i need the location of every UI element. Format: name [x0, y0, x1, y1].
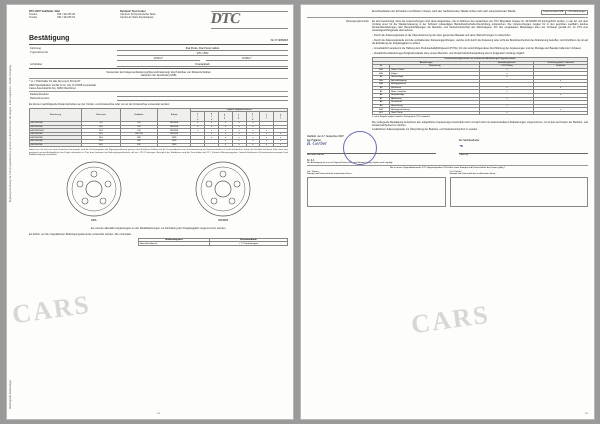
row1-m2: x	[218, 125, 232, 129]
pos-r11-c1: A10	[373, 108, 390, 112]
row0-m1: x	[205, 122, 219, 126]
wheel-dra-icon	[65, 160, 123, 218]
row2-m3: x	[232, 129, 246, 133]
achshalter-label: Achshalter	[30, 62, 43, 66]
achshalter-value: Frontantrieb	[117, 62, 288, 66]
row5-m3: x	[232, 140, 246, 144]
box-left-label: Ort / Datum :	[307, 170, 320, 173]
pos-head-2: Anwendungsbereich	[480, 61, 534, 65]
top-mini-table	[541, 10, 588, 15]
signature-left-scribble: B. Gerber	[307, 141, 327, 147]
stamp-box-right[interactable]	[450, 177, 589, 207]
spacer-section-subtitle: Varianten der Spurbreite (ASB)	[140, 74, 177, 78]
pos-r12-c2: Sitze / Gurte	[390, 111, 480, 115]
pos-r3-c1: A3a	[373, 79, 390, 83]
table-row	[373, 111, 588, 115]
row1-name: H&R 2014500	[30, 125, 82, 129]
row3-name: H&R 3014580	[30, 132, 82, 136]
row2-m4: x	[246, 129, 260, 133]
left-side-vertical-text-2: Nachfolgende Anpassungen	[10, 380, 12, 409]
pos-r8-c3: x	[480, 97, 534, 101]
row4-m1: x	[205, 136, 219, 140]
page-footer-left: 1/2	[156, 413, 161, 415]
company-block	[29, 10, 120, 19]
row6-seat: DRS	[157, 143, 190, 147]
phone-value: 032 / 321 86 00	[57, 13, 76, 17]
bolt-head-10: 7 x 16	[279, 113, 282, 119]
pos-r2-c2: Bremsanlage	[390, 75, 480, 79]
spacer-note-2: H&R Spezialfedern GmbH & Co. KG, D-97308 Lennestadt	[29, 83, 96, 87]
row0-thk: 5,0	[81, 122, 120, 126]
wheel-drs-icon	[194, 160, 252, 218]
torque-col1-value: Anschlussflansch	[138, 242, 209, 246]
row4-m2: x	[218, 136, 232, 140]
center-line-1: Dynamic Test Center	[120, 10, 146, 13]
left-side-vertical-text: Eignungserklärung für Fahrzeuganbauteile gemäss technischen Anforderungen, Fahrzeuganbau / Radbefestigung	[10, 65, 12, 203]
dtc-logo	[211, 10, 288, 29]
pos-r12-c3: x	[480, 111, 534, 115]
spacer-note-1: * xx = Platzhalter für alle Nummern 46 bis 87	[29, 80, 81, 84]
row5-m4: x	[246, 140, 260, 144]
left-header	[29, 10, 288, 29]
row2-m0: x	[191, 129, 205, 133]
pos-r10-c1: A9	[373, 104, 390, 108]
row3-seat: DR/DRS	[157, 132, 190, 136]
row6-m1	[205, 143, 219, 147]
spacer-note-3: Cares Autozubehör AG, 9463 Oberbüren	[29, 86, 76, 90]
row0-m4: x	[246, 122, 260, 126]
pos-r1-c3: x	[480, 72, 534, 76]
signature-left-role: Der Prüfleiter	[307, 138, 322, 142]
dtc-logo-text: DTC	[209, 11, 242, 27]
stamp-box-left[interactable]	[307, 177, 446, 207]
row5-thk: 25,0	[81, 140, 120, 144]
signature-right	[459, 135, 588, 156]
pos-r5-c4: x	[534, 86, 588, 90]
vehicle-model: Fiat Punto, Fiat Punto Cabrio	[117, 47, 288, 51]
fax-label: Telefax	[29, 16, 38, 20]
row6-bolt: KW	[120, 143, 157, 147]
signature-place-date: Vauffelin, den 17. September 2007	[307, 134, 344, 138]
bolt-table-title: mögliche Felgendurchmesser	[191, 108, 288, 112]
tire-col-1: 1F32xx*	[117, 57, 199, 61]
pos-r2-c1: A2	[373, 75, 390, 79]
pos-r12-c1: A11	[373, 111, 390, 115]
row5-m6: x	[274, 140, 288, 144]
pos-r5-c1: A4	[373, 86, 390, 90]
para2-text: – Durch die Zulassungsstelle sind die verbleibenden Zulassungsprüfungen, welche nicht durch die Zulassung oder nicht die Betriebssicherheit der Abänderung betreffen, durchzuführen. Es ist auf die Einhaltung der Freigängigkeit zu achten.	[372, 38, 588, 45]
wheel-diagrams	[29, 160, 288, 222]
bottom-note-1: Es müssen allenfalls Anpassungen an der Radabdeckungen zur Einhaltung der Freigängigkeit vorgenommen werden.	[90, 226, 227, 230]
row3-bolt: LW+KW	[120, 132, 157, 136]
pos-r10-c2: Beleuchtung	[390, 104, 480, 108]
center-block	[120, 10, 211, 19]
para1-text: – Durch die Zulassungsstelle ist die Übereinstimmung der oben genannten Bauteile und deren Bezeichnungen zu überprüfen.	[372, 33, 512, 37]
page-footer-right: 2/2	[584, 413, 588, 415]
tire-col-2: 1F38xx*	[206, 57, 288, 61]
signature-right-role: Der Sachbearbeiter	[458, 138, 480, 142]
vehicle-table	[29, 47, 288, 57]
pos-sub-3: Vorbehalte	[534, 65, 588, 69]
typenschein-label: Typenschein-Nr.	[30, 51, 49, 55]
row0-m2: x	[218, 122, 232, 126]
pos-r6-c3: x	[480, 90, 534, 94]
row5-m2: x	[218, 140, 232, 144]
row2-thk: 12,0	[81, 129, 120, 133]
document-number: Nr. P-995/03	[270, 38, 288, 42]
row4-seat: DRS	[157, 136, 190, 140]
para0-label: Befestigung/Kontrolle	[346, 19, 369, 23]
signature-left-title: Bernhard Gerber	[307, 153, 325, 156]
watermark-right: CARS	[409, 299, 492, 340]
row2-m1: x	[205, 129, 219, 133]
wheel-dra	[65, 160, 123, 222]
row1-m1: x	[205, 125, 219, 129]
pos-r6-c1: A5	[373, 90, 390, 94]
center-line-2: Centrum für Dynamische Tests	[120, 13, 156, 17]
row0-seat: DR/DRS	[157, 122, 190, 126]
pos-r4-c2: Auflagegehäuse	[390, 83, 480, 87]
torque-col1-title: Serbeitzungstort	[138, 238, 209, 242]
row6-m0	[191, 143, 205, 147]
row1-m0: x	[191, 125, 205, 129]
bolt-head-5: 5½ x 14	[210, 112, 213, 120]
row3-m1: x	[205, 132, 219, 136]
pos-r7-c4: x	[534, 93, 588, 97]
row5-seat: DRS	[157, 140, 190, 144]
row6-m4: x	[246, 143, 260, 147]
row1-seat: DR/DRS	[157, 125, 190, 129]
pos-r6-c2: Motor / Getriebe	[390, 90, 480, 94]
pos-r2-c3: x	[480, 75, 534, 79]
row2-seat: DR/DRS	[157, 129, 190, 133]
row4-thk: 20,0	[81, 136, 120, 140]
pos-r9-c2: Reserverad	[390, 101, 480, 105]
right-note-label	[307, 10, 369, 15]
row5-bolt: KW	[120, 140, 157, 144]
pos-sub-2: DTC-Prüfung	[480, 65, 534, 69]
top-mini-h1: +10 Umdrehungen	[567, 11, 586, 14]
pos-r11-c2: Anhängevorrichtung	[390, 108, 480, 112]
row1-thk: 10,0	[81, 125, 120, 129]
pos-table-legend: x = ohne Freigabe möglich Leerfeld = Prüfung durch DTC erforderlich	[372, 115, 431, 118]
para4-text: – Zusätzliche Abänderungen/Originalzustände ohne unsere Betriebs- und Verkehrssicherheitsprüfung sind in Folgendem Umfang möglich:	[372, 51, 525, 55]
row3-m2: x	[218, 132, 232, 136]
bolt-head-2: Radbolzen	[120, 108, 157, 121]
row6-m3: x	[232, 143, 246, 147]
copy-text-2: Nur in neuen Originaldokumente DTC abgestempelten 1/N-Ordre sowie Stempel und Unterschriften der Firmen gültig !!	[389, 166, 506, 169]
row2-name: H&R 2414545-2	[30, 129, 82, 133]
reifen-label: Reifendimension	[30, 96, 50, 100]
pos-r0-c3: x	[480, 68, 534, 72]
box-right-sub: Stempel und Unterschrift der ausführenden Firma :	[449, 172, 497, 175]
pos-head-1: Abänderungen	[373, 61, 480, 65]
pos-r5-c3: x	[480, 86, 534, 90]
bolt-head-6: 6 x 14	[224, 113, 227, 119]
radkombination-label: Radkombination	[30, 93, 49, 97]
row0-m0: x	[191, 122, 205, 126]
row4-m6: x	[274, 136, 288, 140]
pos-sub-1: Bezeichnung	[390, 65, 480, 69]
pos-r7-c1: A6	[373, 93, 390, 97]
pos-r3-c4: x	[534, 79, 588, 83]
row4-name: H&R 4014580	[30, 136, 82, 140]
row6-m5: x	[260, 143, 274, 147]
torque-col2-value: + 7,7 Umdrehungen	[210, 242, 288, 246]
pos-r10-c3: x	[480, 104, 534, 108]
watermark-left: CARS	[10, 289, 93, 330]
torque-box	[138, 238, 288, 247]
pos-head-3: Umrüstung gemäss Vorbehalte	[534, 61, 588, 65]
spacer-section-title: Verwenden der Felgenverbreiterung(Spurverbreiterung) durch Einbau von Distanzscheiben	[106, 71, 211, 75]
pos-r0-c1: A1a	[373, 68, 390, 72]
pos-r9-c1: A8	[373, 101, 390, 105]
company-name: DTC-2007 Vaalfelde / Biel	[29, 10, 60, 13]
row5-name: H&R 5014580	[30, 140, 82, 144]
row5-m5: x	[260, 140, 274, 144]
row6-m2: x	[218, 143, 232, 147]
pos-r1-c2: Felgen	[390, 72, 480, 76]
row3-thk: 15,0	[81, 132, 120, 136]
closing-text-2: zusätzlichen Zulassungsstelle zur Überprüfung der Betriebs- und Verkehrssicherheit zu melden.	[372, 127, 478, 131]
bolt-head-8: 6½ x 15	[251, 112, 254, 120]
pos-r0-c2: Räder / Reifen	[390, 68, 480, 72]
spacer-hinweis: Es können nachfolgende Distanzscheiben an der Vorder- und Hinterachse oder nur an der Hinterachse verwendet werden:	[29, 102, 170, 106]
row4-bolt: KW	[120, 136, 157, 140]
copy-text: Die Bestätigung ist nur mit Original-Unterschrift und Stempel gültig. Kopien sind ungültig.	[307, 161, 393, 164]
para3-text: – Grundsätzlich anerkennt die Haftung dem Produktehaftpflichtgesetz (PrHG). Für die vorschriftsgemässe Durchführung der Anpassungen und der Montage der Bauteile haftet der Umbauer.	[372, 46, 582, 50]
pos-r1-c1: A1b	[373, 72, 390, 76]
bolt-head-7: 6 x 15	[238, 113, 241, 119]
box-right-label: Ort / Datum :	[449, 170, 463, 173]
row3-m4: x	[246, 132, 260, 136]
wheel-drs-label: DR/DRS	[218, 218, 229, 222]
pos-sub-0: Nr.	[373, 65, 390, 69]
row0-name: H&R 1014500	[30, 122, 82, 126]
para0-text: Es wird bescheinigt, dass die Untersuchungen sind deren Ergebnisse, die im Rahmen des Gutachtens der TÜV Rheinland Gruppe Nr. 3272/0387-00 durchgeführt wurden, in der Art und dem Umfang einer für die Wiederzulassung in der Schweiz notwendigen Betriebssicherheits-Überprüfung entsprechen. Die Untersuchungen zeigten für in den geprüften Laufbahn kantine Strukturüberlastungen oder Beeinträchtigungen der Betriebs- und Verkehrssicherheit des Motorwagens. Für den umgebauten Motorwagen kann der Umbauer gemäß Art. 41 VTS eine Gesamtgewichtsgerade übernehmen.	[372, 19, 588, 32]
row6-m6: x	[274, 143, 288, 147]
pos-table	[372, 61, 588, 116]
row0-m3: x	[232, 122, 246, 126]
bottom-note-2: Es dürfen nur die mitgelieferten Befestigungselemente verwendet werden. Die minimalen	[29, 232, 132, 236]
row6-name: H&R 6014580	[30, 143, 82, 147]
bolt-head-3: Auflage	[157, 108, 190, 121]
pos-r8-c1: A7	[373, 97, 390, 101]
row0-bolt: LW	[120, 122, 157, 126]
bolt-head-4: 5½ x 13	[196, 112, 199, 120]
row1-m3: x	[232, 125, 246, 129]
pos-r4-c1: A3b	[373, 83, 390, 87]
table-row	[30, 143, 288, 147]
closing-text: Die vorliegende Bestätigung bezeichnet den aufgeführten Anpassungen beschränkt sich und darf nicht mit anderenweiteren Abänderungen vorgenommen, so ist dies auf Kosten der Betriebs- und Verkehrssicherheit zu machen.	[372, 120, 588, 127]
row3-m5: x	[260, 132, 274, 136]
fax-value: 032 / 321 86 01	[57, 16, 76, 20]
row1-m4: x	[246, 125, 260, 129]
row2-m5: x	[260, 129, 274, 133]
pos-r11-c4: x	[534, 108, 588, 112]
bolt-table-note: Sofern an sich nicht aus dem Gutachten hervorgeht, sind die Zusatzangaben der Eignungserklärung gemäss den Richtlinien Einbau auf die Verwendbarkeit von Zusammenhang mit Distanzscheiben ist nicht erforderlich, sofern die Scheibe auf deren Teile, dass eine geeignete grosse Auflagefläche der Felge vorhanden ist. Das dazu kommen der Befestigungselemente soll min. 120 % betragen. Bezüglich der Radbolzen sind die Vorschriften der DTC (Gewicht-/Bezugsangaben, Gewicht-Haltewerte (Gesamtverbesserungen) und Radbefestigung) einzuhalten.	[29, 149, 288, 157]
pos-r7-c2: Auspuffanlage	[390, 93, 480, 97]
pos-table-title: Kombinationsmöglichkeiten mit zusätzlichen Abänderungen/Originalzustände	[372, 57, 588, 61]
row4-m3: x	[232, 136, 246, 140]
row1-bolt: LW	[120, 125, 157, 129]
row4-m5: x	[260, 136, 274, 140]
copy-note: Nr. 3 A	[307, 158, 315, 162]
phone-label: Telefon	[29, 13, 38, 17]
wheel-drs	[194, 160, 252, 222]
torque-col2-title: Einschraubtiefe	[210, 238, 288, 242]
vehicle-label: Fahrzeug	[30, 46, 41, 50]
row6-thk: 30,0	[81, 143, 120, 147]
row2-m2: x	[218, 129, 232, 133]
bolt-head-1: Dicke (mm)	[81, 108, 120, 121]
signature-right-title: Thanh Ly	[458, 153, 469, 156]
pos-r5-c2: Karosserie	[390, 86, 480, 90]
right-top-note: Einschraubtiefen der Schrauben und Muttern müssen nach den nachstehenden Tabelle richten sich nach nebenstehender Tabelle:	[372, 10, 517, 13]
document-page-left	[6, 4, 294, 420]
pos-r12-c4	[534, 111, 588, 115]
document-page-right	[300, 4, 595, 420]
wheel-dra-label: DRA	[91, 218, 97, 222]
box-left-sub: Stempel und Unterschrift der autorisierten Firma :	[307, 172, 353, 175]
page-title: Bestätigung	[29, 35, 70, 42]
row3-m3: x	[232, 132, 246, 136]
row4-m4: x	[246, 136, 260, 140]
signature-right-scribble: ⌁	[458, 141, 463, 150]
row3-m6: x	[274, 132, 288, 136]
top-mini-h0: Distanzscheibe DRA	[543, 11, 564, 14]
center-line-3: Centre de Tests Dynamiques	[120, 16, 154, 20]
bolt-head-0: Bezeichnung	[30, 108, 82, 121]
bolt-head-9: 7 x 15	[265, 113, 268, 119]
row2-bolt: LW	[120, 129, 157, 133]
pos-r3-c2: Achsaufhängung	[390, 79, 480, 83]
pos-r8-c2: Abdeckung	[390, 97, 480, 101]
bolt-table	[29, 108, 288, 148]
typenschein-value: 176, 176C	[117, 51, 288, 56]
